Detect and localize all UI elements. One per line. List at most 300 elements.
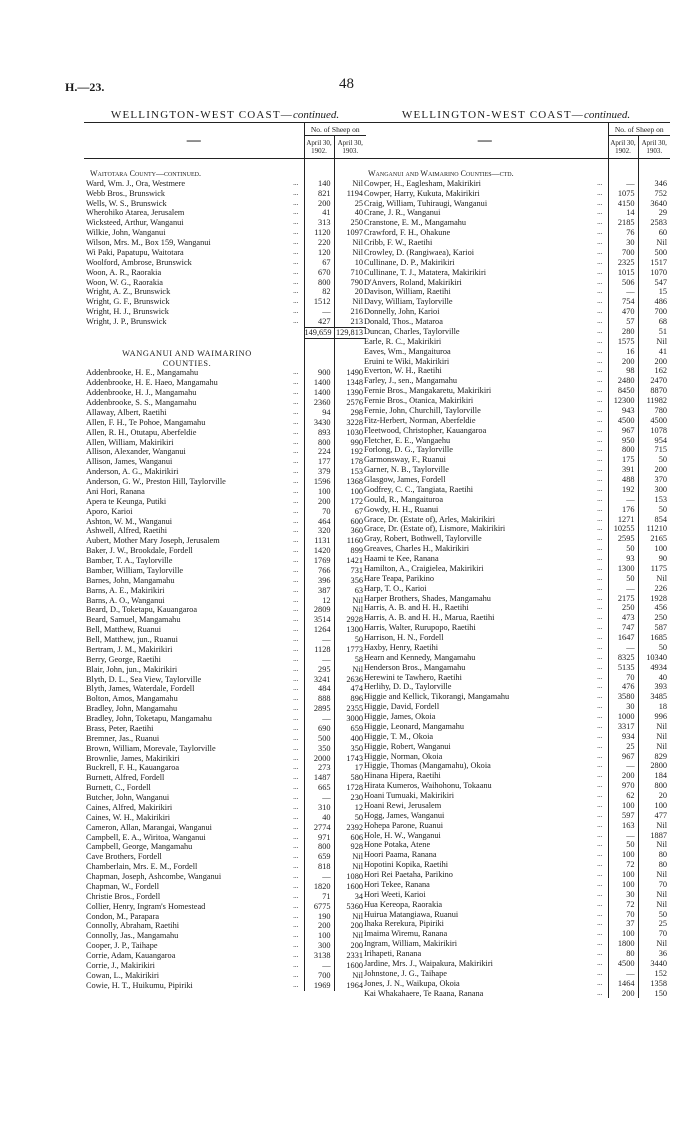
table-row [84, 477, 366, 487]
owner-name: Hone Potaka, Atene [364, 840, 431, 850]
sheep-1902: — [608, 761, 638, 771]
sheep-1903: 153 [638, 495, 670, 505]
table-row [84, 813, 366, 823]
owner-name: Haami te Kee, Ranana [364, 554, 439, 563]
sheep-1902: 3138 [304, 951, 334, 961]
sheep-1903: 100 [638, 544, 670, 554]
leader-dots: ... [293, 188, 299, 197]
owner-name: Fleetwood, Christopher, Kauangaroa [364, 425, 487, 435]
owner-name: Harris, A. B. and H. H., Marua, Raetihi [364, 613, 495, 623]
sheep-1903: 2470 [638, 376, 670, 386]
leader-dots [592, 169, 608, 179]
owner-name: Berry, George, Raetihi [86, 654, 161, 664]
sheep-1903: 1078 [638, 426, 670, 436]
owner-name: Donnelly, John, Karioi [364, 307, 440, 317]
sheep-1902: 967 [608, 426, 638, 436]
owner-name: Wright, G. F., Brunswick [86, 297, 170, 307]
owner-name: Hoori Paama, Ranana [364, 850, 437, 860]
sheep-1903: Nil [334, 912, 366, 922]
leader-dots: ... [597, 415, 603, 424]
owner-name: Burnett, C., Fordell [86, 783, 151, 793]
table-row [84, 487, 366, 497]
sheep-1903: Nil [334, 862, 366, 872]
leader-dots: ... [293, 277, 299, 286]
owner-name: Cowie, H. T., Huikumu, Pipiriki [86, 980, 193, 990]
section-row [84, 349, 366, 359]
sheep-1902: 391 [608, 465, 638, 475]
leader-dots: ... [597, 208, 603, 217]
sheep-1903: 606 [334, 833, 366, 843]
table-row [84, 467, 366, 477]
leader-dots: ... [293, 575, 299, 584]
leader-dots: ... [293, 546, 299, 555]
owner-name: Greaves, Charles H., Makirikiri [364, 544, 470, 554]
sheep-1903: 162 [638, 366, 670, 376]
table-row [362, 327, 670, 337]
table-row [362, 268, 670, 278]
leader-dots: ... [597, 297, 603, 306]
table-row [362, 949, 670, 959]
owner-name: Higgie, Leonard, Mangamahu [364, 721, 464, 731]
table-row [84, 497, 366, 507]
table-row [84, 507, 366, 517]
leader-dots: ... [293, 832, 299, 841]
sheep-1902: 70 [608, 910, 638, 920]
page-number: 48 [339, 76, 354, 92]
sheep-1902: 900 [304, 368, 334, 378]
sheep-1902 [608, 169, 638, 179]
owner-name: Imaima Wiremu, Ranana [364, 929, 448, 939]
table-row [84, 258, 366, 268]
left-title-text: WELLINGTON-WEST COAST [110, 109, 281, 121]
owner-name: Corrie, J., Makirikiri [86, 960, 155, 970]
sheep-1902: 100 [304, 931, 334, 941]
sheep-1902: 12 [304, 596, 334, 606]
table-row [362, 781, 670, 791]
sheep-1902: 1120 [304, 228, 334, 238]
table-row [362, 682, 670, 692]
table-row [362, 366, 670, 376]
sheep-1903: 250 [334, 218, 366, 228]
owner-name: Duncan, Charles, Taylorville [364, 326, 460, 336]
leader-dots: ... [597, 346, 603, 355]
owner-name: Kai Whakahaere, Te Raana, Ranana [364, 988, 484, 998]
leader-dots: ... [293, 635, 299, 643]
sheep-1903: 1358 [638, 979, 670, 989]
sheep-1902: 971 [304, 833, 334, 843]
sheep-1902: 3430 [304, 418, 334, 428]
owner-name: Cowan, L., Makirikiri [86, 970, 160, 980]
table-row [362, 959, 670, 969]
owner-name: Allen, F. H., Te Pohoe, Mangamahu [86, 417, 206, 427]
table-row [84, 228, 366, 238]
sheep-1902: 821 [304, 189, 334, 199]
leader-dots [592, 159, 608, 169]
owner-name: Bremner, Jas., Ruanui [86, 733, 160, 743]
leader-dots: ... [293, 704, 299, 713]
leader-dots: ... [597, 781, 603, 790]
sheep-1902: 2809 [304, 605, 334, 615]
sheep-1903: 226 [638, 584, 670, 594]
sheep-1903: 80 [638, 860, 670, 870]
leader-dots: ... [293, 486, 299, 495]
table-row [362, 357, 670, 367]
table-row [84, 536, 366, 546]
sheep-1903: 456 [638, 603, 670, 613]
leader-dots: ... [597, 573, 603, 582]
owner-name: Garmonsway, F., Ruanui [364, 455, 446, 465]
owner-name: Campbell, E. A., Wiritoa, Wanganui [86, 832, 206, 842]
leader-dots: ... [597, 445, 603, 454]
leader-dots: ... [293, 218, 299, 227]
leader-dots: ... [597, 376, 603, 385]
sheep-1903: 1030 [334, 428, 366, 438]
table-row [84, 645, 366, 655]
table-row [84, 297, 366, 307]
table-row [362, 396, 670, 406]
leader-dots: ... [293, 378, 299, 387]
sheep-1903: 1080 [334, 872, 366, 882]
sheep-1902: 506 [608, 278, 638, 288]
sheep-1902: 100 [608, 870, 638, 880]
sheep-1902: 16 [608, 347, 638, 357]
left-table-dash: — [84, 123, 304, 159]
sheep-1902: 950 [608, 436, 638, 446]
owner-name: Aubert, Mother Mary Joseph, Jerusalem [86, 536, 220, 546]
sheep-1903: 200 [334, 941, 366, 951]
sheep-1902: 1969 [304, 981, 334, 991]
leader-dots: ... [597, 336, 603, 345]
table-row [84, 793, 366, 803]
leader-dots: ... [597, 386, 603, 395]
table-row [362, 515, 670, 525]
owner-name: Hua Kereopa, Raorakia [364, 899, 443, 909]
table-row [84, 773, 366, 783]
sheep-1903: Nil [638, 574, 670, 584]
sheep-1902: 149,659 [304, 327, 334, 338]
table-row [362, 426, 670, 436]
leader-dots: ... [597, 879, 603, 888]
owner-name: Higgie, Robert, Wanganui [364, 741, 451, 751]
table-row [362, 179, 670, 189]
sheep-1903: 200 [334, 921, 366, 931]
table-row [362, 831, 670, 841]
sheep-1902: 98 [608, 366, 638, 376]
sheep-1902: 2774 [304, 823, 334, 833]
section-row [362, 169, 670, 179]
table-row [362, 436, 670, 446]
sheep-1902: 10255 [608, 524, 638, 534]
owner-name: Ani Hori, Ranana [86, 486, 145, 496]
owner-name: Jardine, Mrs. J., Waipakura, Makirikiri [364, 958, 493, 968]
table-row [362, 258, 670, 268]
sheep-1903: 63 [334, 586, 366, 596]
table-row [362, 347, 670, 357]
page-reference: H.—23. [65, 80, 105, 94]
table-row [84, 803, 366, 813]
table-row [84, 823, 366, 833]
sheep-1902: 818 [304, 862, 334, 872]
table-row [362, 554, 670, 564]
sheep-1902: 3580 [608, 692, 638, 702]
table-row [362, 199, 670, 209]
sheep-1903: 20 [334, 287, 366, 297]
sheep-1903: 60 [638, 228, 670, 238]
sheep-1902: 387 [304, 586, 334, 596]
table-row [84, 951, 366, 961]
sheep-1902: — [608, 495, 638, 505]
sheep-1903: 80 [638, 850, 670, 860]
sheep-1903: 990 [334, 438, 366, 448]
table-row [362, 850, 670, 860]
table-row [362, 228, 670, 238]
owner-name: Crane, J. R., Wanganui [364, 208, 441, 218]
sheep-1902: 192 [608, 485, 638, 495]
sheep-1902: 2360 [304, 398, 334, 408]
table-row [362, 445, 670, 455]
table-row [362, 821, 670, 831]
leader-dots: ... [293, 891, 299, 900]
owner-name: Cullinane, T. J., Matatera, Makirikiri [364, 267, 487, 277]
sheep-1903: 1175 [638, 564, 670, 574]
left-sheep-table [84, 122, 366, 991]
sheep-1902: 67 [304, 258, 334, 268]
sheep-1902 [304, 159, 334, 169]
sheep-1903: 36 [638, 949, 670, 959]
leader-dots: ... [597, 791, 603, 799]
leader-dots: ... [597, 405, 603, 414]
leader-dots: ... [293, 417, 299, 426]
right-column-title: WELLINGTON-WEST COAST—continued. [401, 109, 631, 121]
left-column-title: WELLINGTON-WEST COAST—continued. [110, 109, 340, 121]
sheep-1903: 25 [638, 919, 670, 929]
owner-name: Burnett, Alfred, Fordell [86, 773, 165, 783]
leader-dots: ... [293, 802, 299, 811]
sheep-1903: Nil [334, 297, 366, 307]
table-row [84, 783, 366, 793]
table-row [84, 625, 366, 635]
sheep-1902: 190 [304, 912, 334, 922]
leader-dots: ... [597, 939, 603, 948]
leader-dots: ... [597, 287, 603, 296]
leader-dots: ... [293, 694, 299, 703]
left-table-body [84, 159, 366, 991]
owner-name: Allaway, Albert, Raetihi [86, 407, 167, 417]
owner-name: Blair, John, jun., Makirikiri [86, 664, 178, 674]
sheep-1903: 600 [334, 517, 366, 527]
sheep-1902: 1769 [304, 556, 334, 566]
sheep-1902: 1300 [608, 564, 638, 574]
table-row [84, 378, 366, 388]
sheep-1903: Nil [638, 821, 670, 831]
table-row [362, 465, 670, 475]
sheep-1902: 1400 [304, 388, 334, 398]
sheep-1903: 5360 [334, 902, 366, 912]
table-row [362, 989, 670, 999]
sheep-1902 [608, 159, 638, 169]
sheep-1903: Nil [638, 870, 670, 880]
sheep-1903: 1490 [334, 368, 366, 378]
leader-dots: ... [293, 872, 299, 880]
table-row [362, 880, 670, 890]
sheep-1903: Nil [334, 605, 366, 615]
sheep-1903: 200 [638, 465, 670, 475]
sheep-1902: 295 [304, 665, 334, 675]
sheep-1902: — [304, 635, 334, 645]
owner-name: Wright, A. Z., Brunswick [86, 287, 171, 297]
sheep-1903: 153 [334, 467, 366, 477]
sheep-1902: 80 [608, 949, 638, 959]
table-row [84, 862, 366, 872]
owner-name: Allen, R. H., Otutapu, Aberfeldie [86, 427, 197, 437]
sheep-1903: 1390 [334, 388, 366, 398]
sheep-1902: 1647 [608, 633, 638, 643]
sheep-1903: Nil [334, 971, 366, 981]
sheep-1903: Nil [334, 179, 366, 189]
leader-dots: ... [597, 702, 603, 711]
leader-dots: ... [293, 407, 299, 416]
sheep-1902: 1000 [608, 712, 638, 722]
sheep-1902: — [304, 872, 334, 882]
table-row [362, 307, 670, 317]
leader-dots: ... [597, 188, 603, 197]
sheep-1903: 3000 [334, 714, 366, 724]
leader-dots: ... [293, 585, 299, 594]
leader-dots: ... [293, 684, 299, 693]
leader-dots [288, 349, 304, 359]
sheep-1903: 659 [334, 724, 366, 734]
leader-dots: ... [293, 556, 299, 564]
left-header-1902: April 30, 1902. [304, 136, 334, 159]
sheep-1902: 176 [608, 505, 638, 515]
table-row [84, 744, 366, 754]
table-row [362, 910, 670, 920]
leader-dots: ... [293, 477, 299, 485]
leader-dots: ... [597, 366, 603, 375]
owner-name: Wherohiko Atarea, Jerusalem [86, 208, 185, 218]
table-row [362, 752, 670, 762]
owner-name: Cave Brothers, Fordell [86, 852, 162, 862]
sheep-1902: 1131 [304, 536, 334, 546]
table-row [84, 615, 366, 625]
sheep-1903: 3440 [638, 959, 670, 969]
leader-dots: ... [293, 812, 299, 821]
owner-name: Hori Rei Paetaha, Parikino [364, 870, 453, 879]
leader-dots: ... [293, 911, 299, 920]
sheep-1902: 800 [304, 278, 334, 288]
sheep-1902: 488 [608, 475, 638, 485]
table-row [84, 596, 366, 606]
sheep-1903: 1728 [334, 783, 366, 793]
owner-name: Barnes, John, Mangamahu [86, 575, 175, 585]
sheep-1903: 400 [334, 734, 366, 744]
leader-dots: ... [597, 583, 603, 592]
owner-name: Wi Paki, Papatupu, Waitotara [86, 247, 184, 257]
owner-name: Cullinane, D. P., Makirikiri [364, 257, 455, 267]
leader-dots: ... [293, 970, 299, 979]
sheep-1902: 8450 [608, 386, 638, 396]
owner-name: Brown, William, Morevale, Taylorville [86, 743, 216, 753]
leader-dots: ... [597, 978, 603, 987]
owner-name: Glasgow, James, Fordell [364, 475, 446, 484]
sheep-1902: 37 [608, 919, 638, 929]
leader-dots: ... [597, 958, 603, 967]
leader-dots: ... [597, 198, 603, 207]
sheep-1903: 996 [638, 712, 670, 722]
sheep-1903: 547 [638, 278, 670, 288]
leader-dots: ... [597, 721, 603, 730]
sheep-1902: 800 [304, 842, 334, 852]
sheep-1902: 747 [608, 623, 638, 633]
leader-dots: ... [293, 506, 299, 515]
table-row [84, 892, 366, 902]
sheep-1903: 587 [638, 623, 670, 633]
sheep-1902: 427 [304, 317, 334, 327]
owner-name: Hoani Rewi, Jerusalem [364, 800, 442, 810]
leader-dots: ... [597, 277, 603, 286]
leader-dots: ... [293, 951, 299, 959]
table-row [362, 939, 670, 949]
table-row [84, 763, 366, 773]
leader-dots [288, 359, 304, 369]
leader-dots: ... [597, 534, 603, 543]
table-row [362, 455, 670, 465]
table-row [362, 633, 670, 643]
sheep-1902: 379 [304, 467, 334, 477]
sheep-1902: 72 [608, 860, 638, 870]
sheep-1902: — [304, 655, 334, 665]
owner-name: Haxby, Henry, Raetihi [364, 642, 439, 652]
table-row [362, 386, 670, 396]
sheep-1902: 57 [608, 317, 638, 327]
leader-dots: ... [597, 603, 603, 612]
sheep-1903: 790 [334, 278, 366, 288]
sheep-1902: 200 [304, 497, 334, 507]
table-row [362, 297, 670, 307]
owner-name: Fernie Bros., Mangakaretu, Makirikiri [364, 386, 492, 396]
owner-name: Cribb, F. W., Raetihi [364, 238, 433, 247]
table-row [84, 438, 366, 448]
sheep-1902: 934 [608, 732, 638, 742]
owner-name: Condon, M., Parapara [86, 911, 160, 921]
sheep-1902: — [608, 969, 638, 979]
owner-name: Craig, William, Tuhiraugi, Wanganui [364, 198, 488, 208]
sheep-1902: 1575 [608, 337, 638, 347]
sheep-1903: 40 [334, 208, 366, 218]
table-row [84, 961, 366, 971]
owner-name: Bamber, William, Taylorville [86, 565, 184, 575]
sheep-1902: — [304, 714, 334, 724]
sheep-1903 [638, 159, 670, 169]
sheep-1903: 50 [334, 635, 366, 645]
owner-name: Fernie, John, Churchill, Taylorville [364, 405, 481, 415]
leader-dots: ... [597, 850, 603, 859]
owner-name: D'Anvers, Roland, Makirikiri [364, 277, 462, 287]
leader-dots: ... [597, 554, 603, 562]
leader-dots: ... [597, 326, 603, 335]
sheep-1902: 1128 [304, 645, 334, 655]
owner-name: Earle, R. C., Makirikiri [364, 336, 442, 346]
leader-dots: ... [293, 437, 299, 446]
sheep-1902: 484 [304, 684, 334, 694]
sheep-1902: — [608, 179, 638, 189]
owner-name: Garner, N. B., Taylorville [364, 465, 449, 475]
owner-name: Harris, A. B. and H. H., Raetihi [364, 603, 469, 613]
sheep-1903: 40 [638, 673, 670, 683]
owner-name: Eruini te Wiki, Makirikiri [364, 356, 450, 366]
sheep-1903: 150 [638, 989, 670, 999]
sheep-1902: 665 [304, 783, 334, 793]
